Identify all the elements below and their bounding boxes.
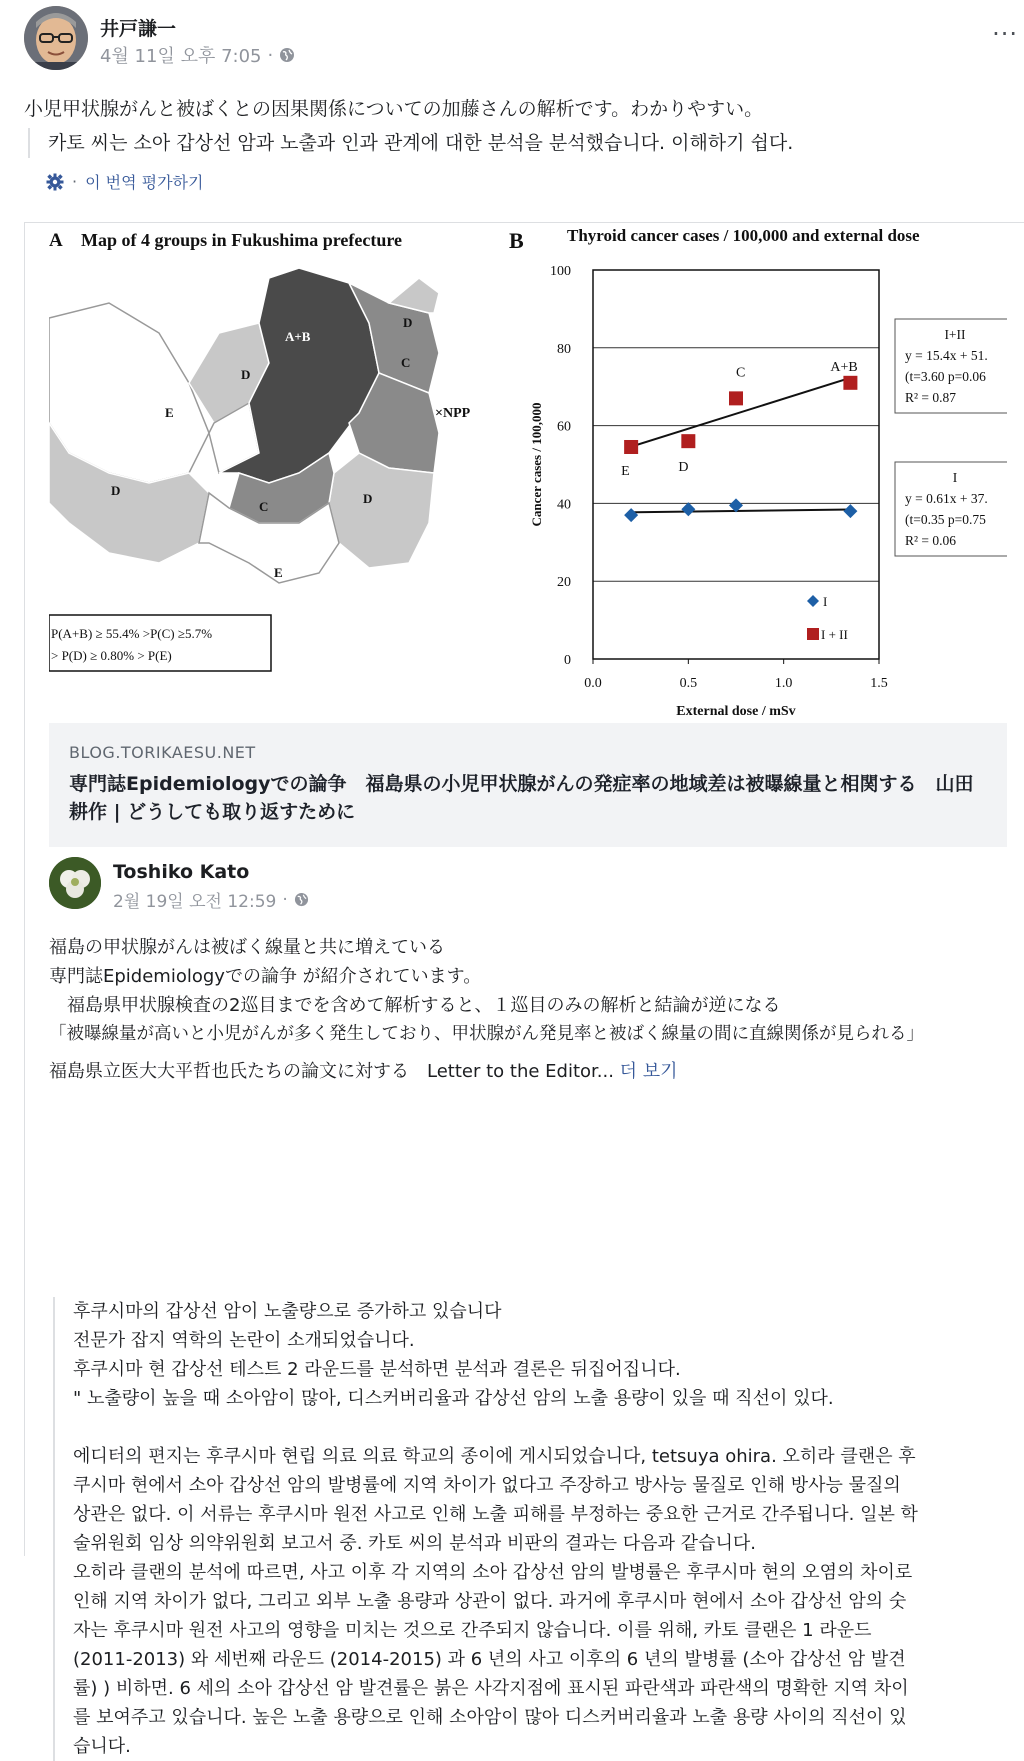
link-domain: BLOG.TORIKAESU.NET <box>69 743 256 762</box>
fit-annotation-text: y = 0.61x + 37. <box>905 491 988 506</box>
chart-panel-letter: B <box>509 228 524 253</box>
chart-title: Thyroid cancer cases / 100,000 and external dose <box>567 226 920 245</box>
map-legend-line1: P(A+B) ≥ 55.4% >P(C) ≥5.7% <box>51 626 213 641</box>
fit-annotation-text: R² = 0.87 <box>905 390 957 405</box>
link-card-image[interactable] <box>49 223 1007 723</box>
globe-icon[interactable] <box>279 47 295 63</box>
map-region-label: D <box>111 483 121 498</box>
fit-annotation-text: R² = 0.06 <box>905 533 957 548</box>
author-avatar[interactable] <box>24 6 88 70</box>
shared-post-line: 福島県立医大大平哲也氏たちの論文に対する Letter to the Editor... <box>49 1061 614 1082</box>
map-region-label: E <box>165 405 174 420</box>
map-region-label: C <box>259 499 269 514</box>
data-point-diamond <box>843 504 857 518</box>
fit-annotation-text: I <box>952 470 958 485</box>
data-point-square <box>681 434 695 448</box>
map-region-label: D <box>403 315 413 330</box>
meta-separator: · <box>267 44 274 66</box>
translation-line: 인해 지역 차이가 없다, 그리고 외부 노출 용량과 상관이 없다. 과거에 후쿠시마 현에서 소아 갑상선 암의 숫 <box>73 1591 907 1612</box>
translation-line: 전문가 잡지 역학의 논란이 소개되었습니다. <box>73 1330 415 1351</box>
link-title[interactable]: 専門誌Epidemiologyでの論争 福島県の小児甲状腺がんの発症率の地域差は被曝線量と相関する 山田耕作 | どうしても取り返すために <box>69 773 974 823</box>
translation-line: 습니다. <box>73 1736 131 1757</box>
globe-icon[interactable] <box>294 892 309 907</box>
rate-translation-row <box>46 170 203 193</box>
data-point-square <box>729 391 743 405</box>
y-tick-label: 40 <box>557 497 571 513</box>
paragraph-gap <box>73 1413 1013 1442</box>
shared-post-meta <box>113 887 309 912</box>
translation-block <box>28 128 988 158</box>
point-label: D <box>678 460 689 476</box>
fit-annotation-text: I+II <box>944 327 966 342</box>
post-meta <box>100 42 295 68</box>
fit-annotation-text: y = 15.4x + 51. <box>905 348 988 363</box>
fit-line <box>631 510 850 513</box>
point-label: A+B <box>830 359 858 375</box>
translation-line: (2011-2013) 와 세번째 라운드 (2014-2015) 과 6 년의 사고 이후의 6 년의 발병률 (소아 갑상선 암 발견 <box>73 1649 906 1670</box>
more-options-icon[interactable]: ··· <box>992 20 1018 48</box>
translation-line: 률) ) 비하면. 6 세의 소아 갑상선 암 발견률은 붉은 사각지점에 표시된 파란색과 파란색의 명확한 지역 차이 <box>73 1678 909 1699</box>
data-point-diamond <box>624 508 638 522</box>
translation-line: 자는 후쿠시마 원전 사고의 영향을 미치는 것으로 간주되지 않습니다. 이를 위해, 카토 클랜은 1 라운드 <box>73 1620 872 1641</box>
fukushima-map <box>49 268 439 583</box>
x-axis-label: External dose / mSv <box>676 704 796 719</box>
fit-line <box>631 378 850 447</box>
scatter-chart <box>529 264 1007 719</box>
point-label: E <box>621 463 630 479</box>
data-point-square <box>624 440 638 454</box>
shared-post-line: 専門誌Epidemiologyでの論争 が紹介されています。 <box>49 966 482 987</box>
map-region-label: C <box>401 355 411 370</box>
map-panel-letter: A <box>49 230 63 251</box>
avatar-photo <box>24 6 88 70</box>
post-timestamp[interactable]: 4월 11일 오후 7:05 <box>100 46 262 67</box>
shared-author-name[interactable]: Toshiko Kato <box>113 861 250 883</box>
translation-text: 카토 씨는 소아 갑상선 암과 노출과 인과 관계에 대한 분석을 분석했습니다. 이해하기 쉽다. <box>48 132 794 154</box>
shared-post-line: 福島の甲状腺がんは被ばく線量と共に増えている <box>49 937 445 958</box>
map-region-label: A+B <box>285 329 311 344</box>
gear-icon[interactable] <box>46 173 64 191</box>
shared-post-translation <box>53 1297 1013 1761</box>
shared-post-line: 福島県甲状腺検査の2巡目までを含めて解析すると、１巡目のみの解析と結論が逆になる <box>49 995 781 1016</box>
legend-label: I + II <box>821 627 848 642</box>
y-tick-label: 20 <box>557 575 571 591</box>
x-tick-label: 0.0 <box>584 676 602 691</box>
translation-line: 후쿠시마 현 갑상선 테스트 2 라운드를 분석하면 분석과 결론은 뒤집어집니다. <box>73 1359 681 1380</box>
translation-line: 술위원회 임상 의약위원회 보고서 중. 카토 씨의 분석과 비판의 결과는 다음과 같습니다. <box>73 1533 756 1554</box>
y-tick-label: 80 <box>557 341 571 357</box>
point-label: C <box>736 365 746 381</box>
legend-marker-square <box>807 628 819 640</box>
x-tick-label: 0.5 <box>679 676 698 691</box>
link-card[interactable] <box>24 222 1024 1757</box>
shared-post-last-line <box>49 1057 1009 1086</box>
translation-line: 에디터의 편지는 후쿠시마 현립 의료 의료 학교의 종이에 게시되었습니다, tetsuya ohira. 오히라 클랜은 후 <box>73 1446 916 1467</box>
translation-line: " 노출량이 높을 때 소아암이 많아, 디스커버리율과 갑상선 암의 노출 용량이 있을 때 직선이 있다. <box>73 1388 834 1409</box>
map-region-label: D <box>363 491 373 506</box>
legend-label: I <box>823 594 828 609</box>
npp-label: ×NPP <box>435 406 471 421</box>
map-legend-line2: > P(D) ≥ 0.80% > P(E) <box>51 648 172 663</box>
translation-line: 후쿠시마의 갑상선 암이 노출량으로 증가하고 있습니다 <box>73 1301 502 1322</box>
flower-photo <box>49 857 101 909</box>
data-point-square <box>843 376 857 390</box>
y-tick-label: 0 <box>564 653 571 668</box>
y-axis-label: Cancer cases / 100,000 <box>529 402 544 527</box>
shared-author-avatar[interactable] <box>49 857 101 909</box>
fit-annotation-text: (t=0.35 p=0.75 <box>905 512 986 527</box>
y-tick-label: 100 <box>550 264 571 279</box>
shared-post-line: 「被曝線量が高いと小児がんが多く発生しており、甲状腺がん発見率と被ばく線量の間に直線関係が見られる」 <box>49 1024 924 1044</box>
plot-frame <box>593 270 879 659</box>
rate-separator: · <box>72 172 78 191</box>
post-header <box>0 0 1024 80</box>
shared-post-timestamp[interactable]: 2월 19일 오전 12:59 <box>113 892 277 912</box>
legend-marker-diamond <box>807 595 819 607</box>
map-region-label: E <box>274 565 283 580</box>
x-tick-label: 1.0 <box>774 676 793 691</box>
fit-annotation-text: (t=3.60 p=0.06 <box>905 369 986 384</box>
shared-post-text <box>49 933 1009 1086</box>
translation-line: 쿠시마 현에서 소아 갑상선 암의 발병률에 지역 차이가 없다고 주장하고 방사능 물질로 인해 방사능 물질의 <box>73 1475 901 1496</box>
x-tick-label: 1.5 <box>870 676 888 691</box>
author-name[interactable]: 井戸謙一 <box>100 18 177 40</box>
post-text: 小児甲状腺がんと被ばくとの因果関係についての加藤さんの解析です。わかりやすい。 <box>24 98 764 120</box>
map-title: Map of 4 groups in Fukushima prefecture <box>81 230 403 250</box>
data-point-diamond <box>681 502 695 516</box>
link-card-caption[interactable] <box>49 723 1007 847</box>
map-region-label: D <box>241 367 251 382</box>
map-legend-box <box>49 615 271 671</box>
translation-line: 오히라 클랜의 분석에 따르면, 사고 이후 각 지역의 소아 갑상선 암의 발병률은 후쿠시마 현의 오염의 차이로 <box>73 1562 913 1583</box>
meta-separator: · <box>282 889 288 910</box>
see-more-link[interactable]: 더 보기 <box>619 1061 678 1082</box>
y-tick-label: 60 <box>557 419 571 435</box>
translation-line: 상관은 없다. 이 서류는 후쿠시마 원전 사고로 인해 노출 피해를 부정하는 중요한 근거로 간주됩니다. 일본 학 <box>73 1504 918 1525</box>
rate-translation-link[interactable]: 이 번역 평가하기 <box>85 173 204 192</box>
figure-image <box>49 223 1007 723</box>
translation-line: 를 보여주고 있습니다. 높은 노출 용량으로 인해 소아암이 많아 디스커버리율과 노출 용량 사이의 직선이 있 <box>73 1707 907 1728</box>
